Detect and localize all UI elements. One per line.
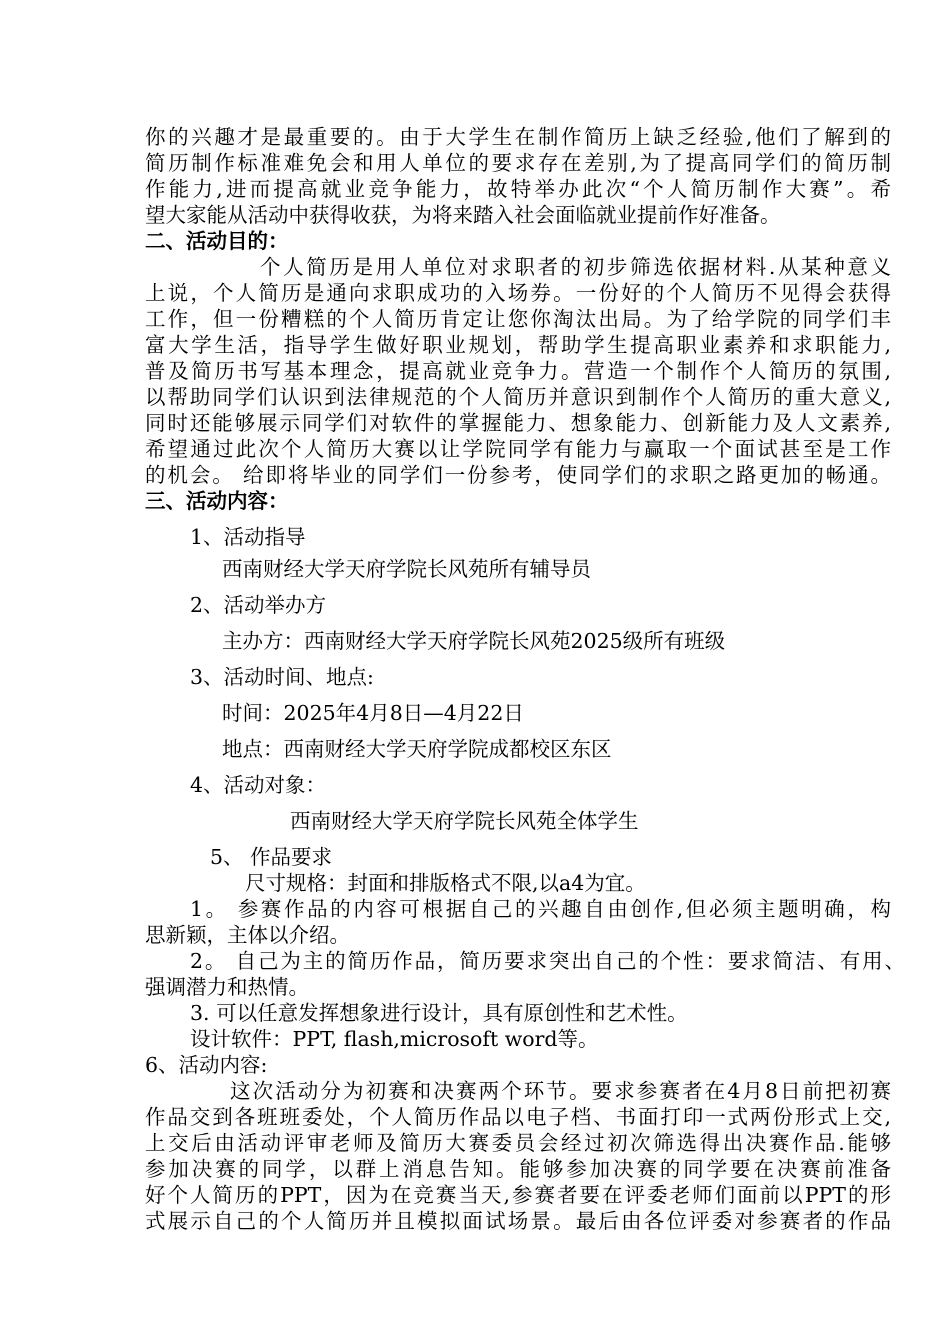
- section6-line-3: 上交后由活动评审老师及简历大赛委员会经过初次筛选得出决赛作品.能够: [145, 1131, 891, 1155]
- section2-line-9: 的机会。 给即将毕业的同学们一份参考，使同学们的求职之路更加的畅通。: [145, 463, 891, 487]
- item5-size: 尺寸规格：封面和排版格式不限,以a4为宜。: [245, 871, 646, 895]
- software-line: 设计软件：PPT, flash,microsoft word等。: [190, 1027, 599, 1051]
- section6-line-6: 式展示自己的个人简历并且模拟面试场景。最后由各位评委对参赛者的作品: [145, 1209, 891, 1233]
- section6-line-2: 作品交到各班班委处，个人简历作品以电子档、书面打印一式两份形式上交,: [145, 1105, 891, 1129]
- section3-heading: 三、活动内容：: [145, 489, 289, 513]
- item2-title: 2、活动举办方: [190, 593, 327, 617]
- intro-line-4: 望大家能从活动中获得收获，为将来踏入社会面临就业提前作好准备。: [145, 203, 781, 227]
- section2-line-1: 个人简历是用人单位对求职者的初步筛选依据材料.从某种意义: [260, 255, 891, 279]
- section2-line-6: 以帮助同学们认识到法律规范的个人简历并意识到制作个人简历的重大意义,: [145, 385, 891, 409]
- item5-title: 5、 作品要求: [210, 845, 333, 869]
- section2-line-2: 上说，个人简历是通向求职成功的入场券。一份好的个人简历不见得会获得: [145, 281, 891, 305]
- item1-body: 西南财经大学天府学院长风苑所有辅导员: [222, 557, 591, 581]
- req1-line-1: 1。 参赛作品的内容可根据自己的兴趣自由创作,但必须主题明确，构: [190, 897, 891, 921]
- req3-line: 3. 可以任意发挥想象进行设计，具有原创性和艺术性。: [190, 1001, 688, 1025]
- item4-title: 4、活动对象：: [190, 773, 327, 797]
- intro-line-2: 简历制作标准难免会和用人单位的要求存在差别,为了提高同学们的简历制: [145, 151, 891, 175]
- item4-body: 西南财经大学天府学院长风苑全体学生: [290, 809, 639, 833]
- section2-line-8: 希望通过此次个人简历大赛以让学院同学有能力与赢取一个面试甚至是工作: [145, 437, 891, 461]
- section2-heading: 二、活动目的：: [145, 229, 289, 253]
- section6-line-5: 好个人简历的PPT，因为在竞赛当天,参赛者要在评委老师们面前以PPT的形: [145, 1183, 891, 1207]
- section2-line-4: 富大学生活，指导学生做好职业规划，帮助学生提高职业素养和求职能力,: [145, 333, 891, 357]
- intro-line-3: 作能力,进而提高就业竞争能力，故特举办此次“个人简历制作大赛”。希: [145, 177, 891, 201]
- req1-line-2: 思新颖，主体以介绍。: [145, 923, 350, 947]
- item3-time: 时间：2025年4月8日—4月22日: [222, 701, 524, 725]
- section6-line-1: 这次活动分为初赛和决赛两个环节。要求参赛者在4月8日前把初赛: [230, 1079, 891, 1103]
- section2-line-7: 同时还能够展示同学们对软件的掌握能力、想象能力、创新能力及人文素养,: [145, 411, 891, 435]
- req2-line-1: 2。 自己为主的简历作品，简历要求突出自己的个性：要求简洁、有用、: [190, 949, 905, 973]
- item3-title: 3、活动时间、地点:: [190, 665, 374, 689]
- req2-line-2: 强调潜力和热情。: [145, 975, 309, 999]
- item2-body: 主办方：西南财经大学天府学院长风苑2025级所有班级: [222, 629, 726, 653]
- section2-line-5: 普及简历书写基本理念，提高就业竞争力。营造一个制作个人简历的氛围,: [145, 359, 891, 383]
- item3-place: 地点：西南财经大学天府学院成都校区东区: [222, 737, 612, 761]
- intro-line-1: 你的兴趣才是最重要的。由于大学生在制作简历上缺乏经验,他们了解到的: [145, 125, 891, 149]
- section2-line-3: 工作，但一份糟糕的个人简历肯定让您你淘汰出局。为了给学院的同学们丰: [145, 307, 891, 331]
- item1-title: 1、活动指导: [190, 525, 306, 549]
- section6-line-4: 参加决赛的同学，以群上消息告知。能够参加决赛的同学要在决赛前准备: [145, 1157, 891, 1181]
- section6-heading: 6、活动内容:: [145, 1053, 268, 1077]
